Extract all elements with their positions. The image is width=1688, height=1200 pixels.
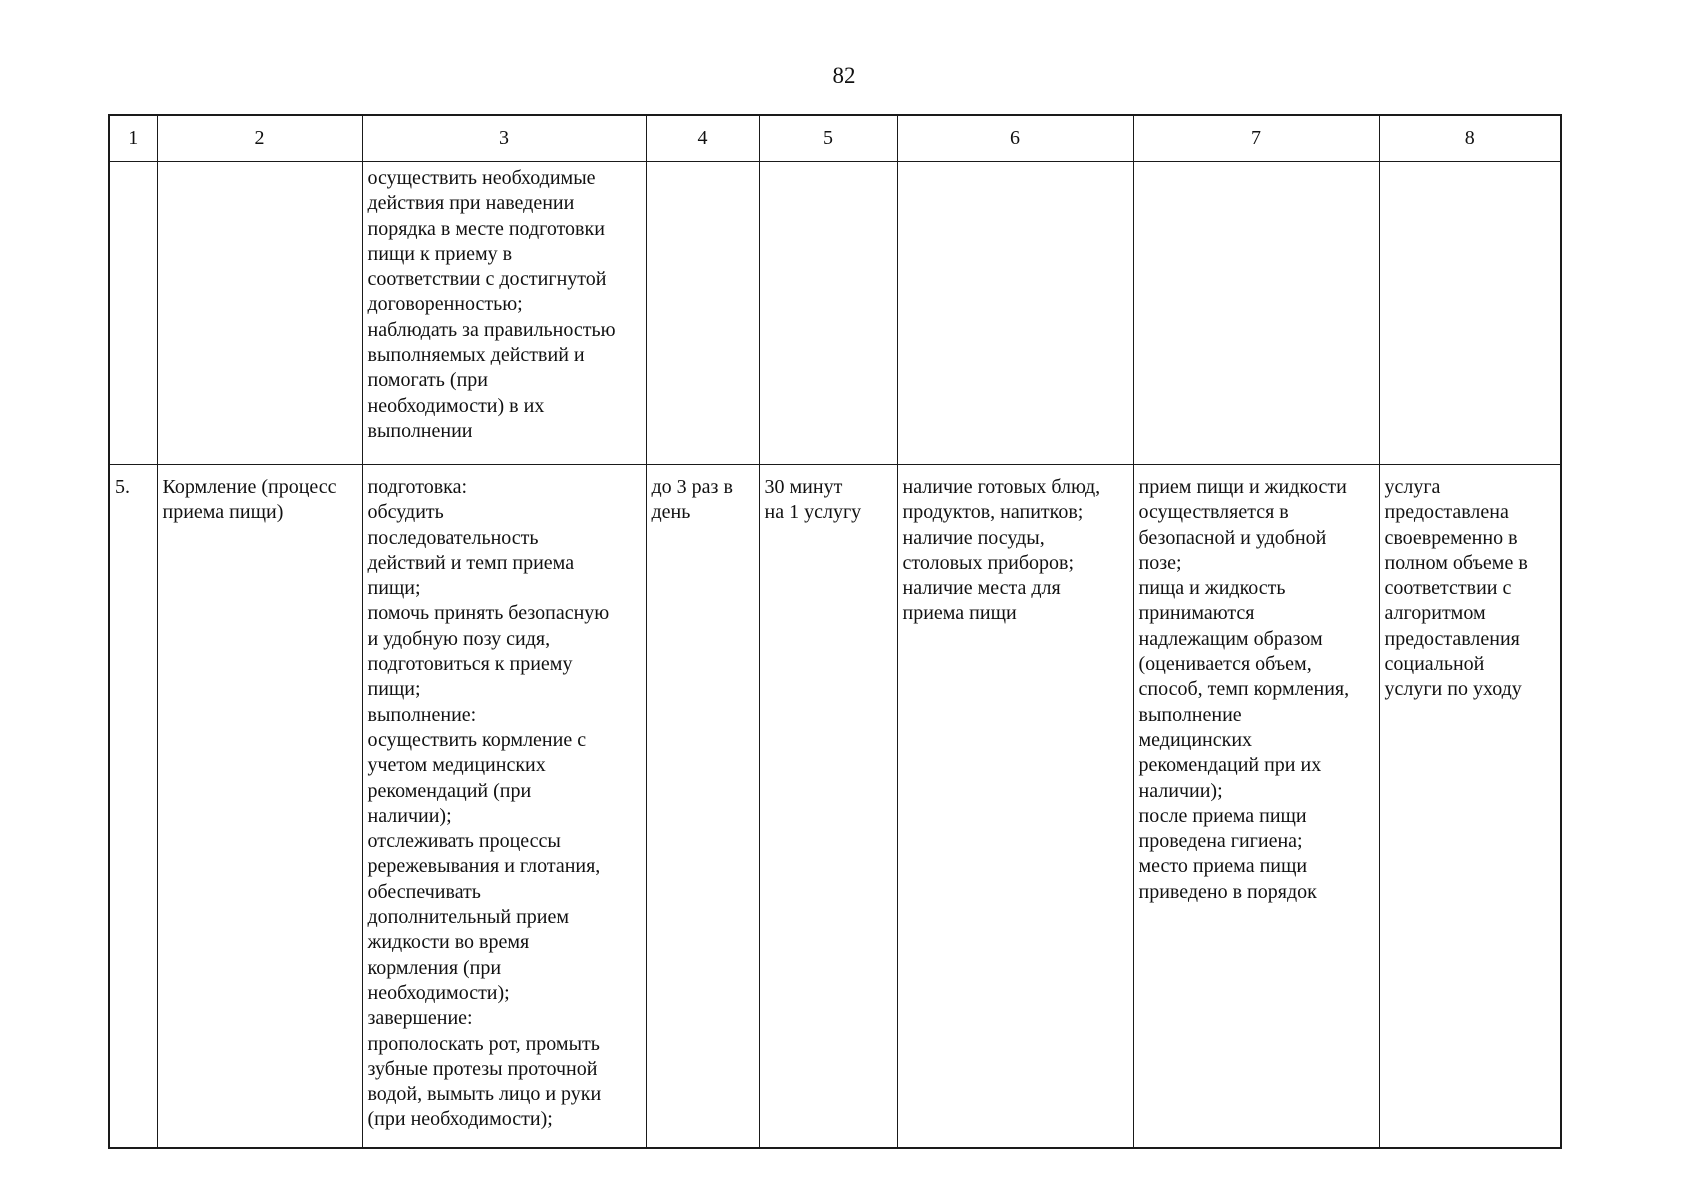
conditions-cell bbox=[897, 162, 1133, 465]
table-row bbox=[109, 162, 1561, 465]
column-header: 5 bbox=[759, 115, 897, 162]
frequency-cell: до 3 раз в день bbox=[646, 465, 759, 1149]
column-header: 8 bbox=[1379, 115, 1561, 162]
column-header: 6 bbox=[897, 115, 1133, 162]
result-assessment-cell bbox=[1379, 162, 1561, 465]
column-header: 3 bbox=[362, 115, 646, 162]
description-cell: подготовка: обсудить последовательность действий и темп приема пищи; помочь принять безопасную и удобную позу сидя, подготовиться к приему пищи; выполнение: осуществить кормление с учетом медицинских рекомендаций (при наличии); отслеживать процессы pережевывания и глотания, обеспечивать дополнительный прием жидкости во время кормления (при необходимости); завершение: прополоскать рот, промыть зубные протезы проточной водой, вымыть лицо и руки (при необходимости); bbox=[362, 465, 646, 1149]
table-row bbox=[109, 465, 1561, 1149]
quality-indicators-cell bbox=[1133, 162, 1379, 465]
duration-cell: 30 минут на 1 услугу bbox=[759, 465, 897, 1149]
row-number-cell: 5. bbox=[109, 465, 157, 1149]
column-header: 7 bbox=[1133, 115, 1379, 162]
services-table bbox=[108, 114, 1562, 1149]
conditions-cell: наличие готовых блюд, продуктов, напитков; наличие посуды, столовых приборов; наличие места для приема пищи bbox=[897, 465, 1133, 1149]
quality-indicators-cell: прием пищи и жидкости осуществляется в безопасной и удобной позе; пища и жидкость принимаются надлежащим образом (оценивается объем, способ, темп кормления, выполнение медицинских рекомендаций при их наличии); после приема пищи проведена гигиена; место приема пищи приведено в порядок bbox=[1133, 465, 1379, 1149]
result-assessment-cell: услуга предоставлена своевременно в полном объеме в соответствии с алгоритмом предоставления социальной услуги по уходу bbox=[1379, 465, 1561, 1149]
row-number-cell bbox=[109, 162, 157, 465]
page-number: 82 bbox=[832, 63, 856, 88]
column-header: 2 bbox=[157, 115, 362, 162]
table-header-row bbox=[109, 115, 1561, 162]
column-header: 4 bbox=[646, 115, 759, 162]
description-cell: осуществить необходимые действия при наведении порядка в месте подготовки пищи к приему в соответствии с достигнутой договоренностью; наблюдать за правильностью выполняемых действий и помогать (при необходимости) в их выполнении bbox=[362, 162, 646, 465]
service-name-cell: Кормление (процесс приема пищи) bbox=[157, 465, 362, 1149]
column-header: 1 bbox=[109, 115, 157, 162]
frequency-cell bbox=[646, 162, 759, 465]
service-name-cell bbox=[157, 162, 362, 465]
duration-cell bbox=[759, 162, 897, 465]
